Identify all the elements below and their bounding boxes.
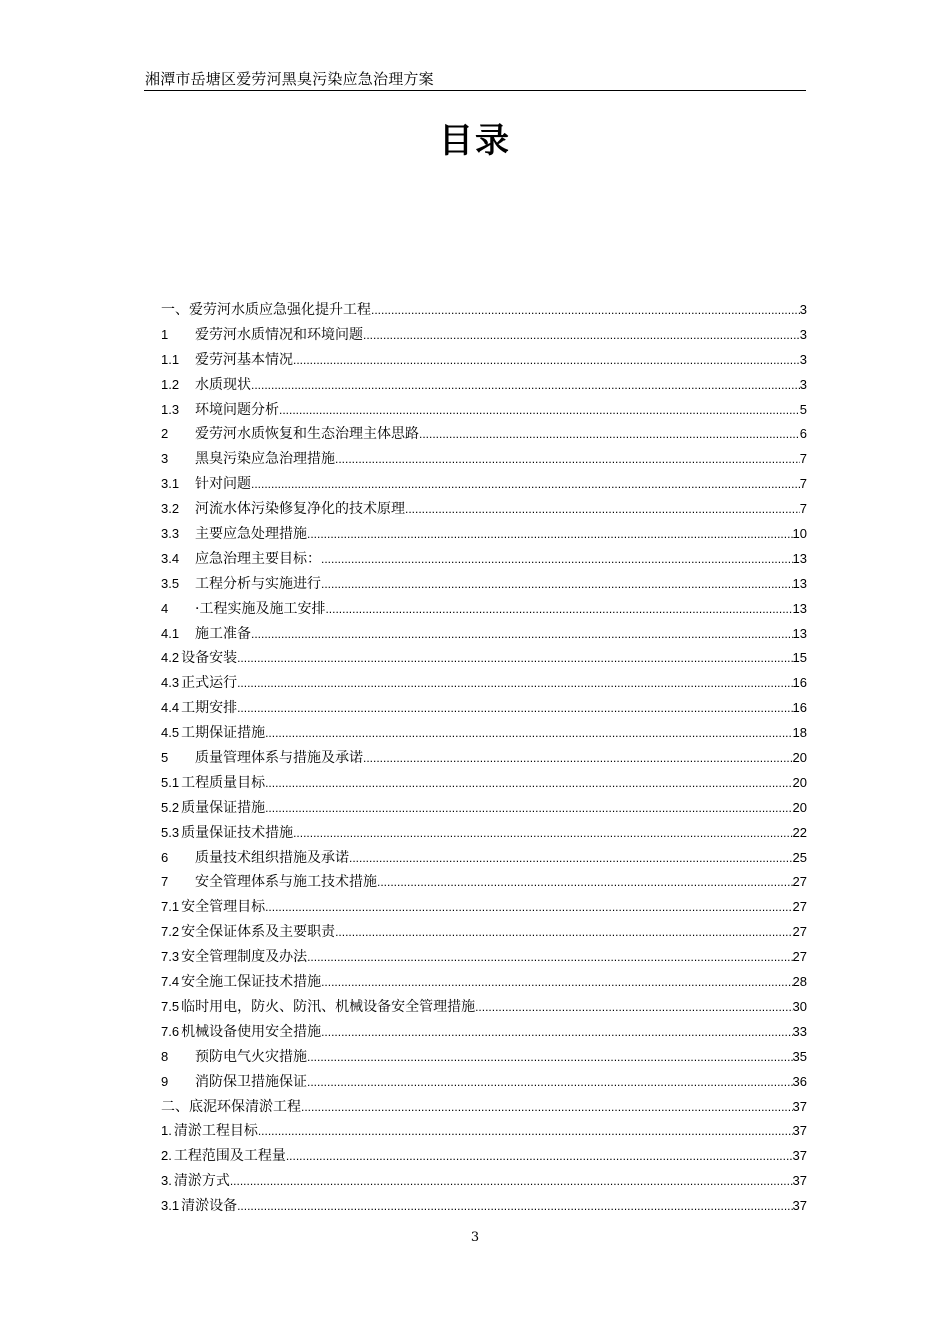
toc-entry-title: 清淤方式 xyxy=(173,1173,230,1190)
toc-entry-page: 7 xyxy=(799,451,807,467)
toc-entry[interactable] xyxy=(161,398,807,423)
toc-entry-page: 16 xyxy=(792,700,807,716)
dot-leader xyxy=(325,597,792,622)
dot-leader xyxy=(293,821,792,846)
toc-entry-page: 20 xyxy=(792,799,807,815)
toc-entry-title: 清淤工程目标 xyxy=(173,1123,258,1140)
toc-entry-number: 4 xyxy=(161,600,169,616)
page-header xyxy=(144,70,806,91)
toc-entry-number: 2 xyxy=(161,426,169,442)
dot-leader xyxy=(371,298,800,323)
toc-entry-title: 河流水体污染修复净化的技术原理 xyxy=(195,501,405,518)
toc-entry-title: 爱劳河基本情况 xyxy=(195,351,293,368)
toc-entry-page: 16 xyxy=(792,675,807,691)
toc-entry-page: 3 xyxy=(799,302,807,317)
dot-leader xyxy=(265,796,792,821)
dot-leader xyxy=(419,422,800,447)
toc-entry-page: 5 xyxy=(799,401,807,417)
toc-entry[interactable] xyxy=(161,846,807,871)
toc-entry-title: 正式运行 xyxy=(181,675,238,692)
toc-entry-page: 15 xyxy=(792,650,807,666)
toc-entry-page: 13 xyxy=(792,600,807,616)
toc-entry-title: 安全施工保证技术措施 xyxy=(181,974,322,991)
toc-entry-page: 3 xyxy=(799,326,807,342)
toc-entry-number: 4.5 xyxy=(161,725,180,741)
toc-entry-page: 7 xyxy=(799,476,807,492)
toc-entry-page: 27 xyxy=(792,924,807,940)
toc-entry-number: 2. xyxy=(161,1148,172,1164)
toc-entry-title: 爱劳河水质恢复和生态治理主体思路 xyxy=(195,426,419,443)
toc-entry-page: 35 xyxy=(792,1048,807,1064)
toc-entry-number: 3.1 xyxy=(161,476,180,492)
toc-entry-page: 13 xyxy=(792,575,807,591)
toc-entry[interactable] xyxy=(161,373,807,398)
dot-leader xyxy=(349,846,793,871)
toc-entry[interactable] xyxy=(161,597,807,622)
toc-entry-number: 7.1 xyxy=(161,899,180,915)
toc-entry-number: 5.1 xyxy=(161,774,180,790)
toc-entry-number: 5.2 xyxy=(161,799,180,815)
toc-entry[interactable] xyxy=(161,447,807,472)
toc-entry[interactable] xyxy=(161,1095,807,1120)
toc-entry-title: 清淤设备 xyxy=(181,1198,238,1215)
toc-entry-title: 工期安排 xyxy=(181,700,238,717)
toc-entry[interactable] xyxy=(161,721,807,746)
dot-leader xyxy=(405,497,800,522)
toc-entry[interactable] xyxy=(161,671,807,696)
dot-leader xyxy=(279,398,800,423)
toc-entry-title: 工程范围及工程量 xyxy=(173,1148,286,1165)
toc-title: 目录 xyxy=(439,121,511,161)
toc-entry-page: 37 xyxy=(792,1173,807,1189)
toc-entry[interactable] xyxy=(161,547,807,572)
toc-entry-number: 7.2 xyxy=(161,924,180,940)
toc-entry[interactable] xyxy=(161,821,807,846)
toc-entry-number: 4.3 xyxy=(161,675,180,691)
toc-entry-page: 20 xyxy=(792,750,807,766)
toc-entry-number: 1.1 xyxy=(161,351,180,367)
toc-entry-page: 27 xyxy=(792,899,807,915)
toc-entry[interactable] xyxy=(161,771,807,796)
toc-entry-page: 37 xyxy=(792,1098,807,1114)
dot-leader xyxy=(307,1070,793,1095)
toc-entry-title: ·工程实施及施工安排 xyxy=(195,600,326,617)
toc-entry-title: 质量技术组织措施及承诺 xyxy=(195,849,349,866)
toc-entry[interactable] xyxy=(161,870,807,895)
dot-leader xyxy=(335,447,800,472)
toc-entry[interactable] xyxy=(161,1119,807,1144)
toc-entry-number: 4.1 xyxy=(161,625,180,641)
dot-leader xyxy=(237,696,792,721)
dot-leader xyxy=(237,646,792,671)
toc-entry-title: 工程分析与实施进行 xyxy=(195,575,321,592)
dot-leader xyxy=(251,472,800,497)
toc-entry-title: 质量管理体系与措施及承诺 xyxy=(195,750,363,767)
toc-entry-title: 安全管理制度及办法 xyxy=(181,949,308,966)
toc-entry[interactable] xyxy=(161,422,807,447)
toc-entry-number: 3.4 xyxy=(161,550,180,566)
toc-entry[interactable] xyxy=(161,746,807,771)
dot-leader xyxy=(475,995,792,1020)
toc-entry-number: 6 xyxy=(161,849,169,865)
dot-leader xyxy=(265,895,792,920)
toc-entry-number: 3. xyxy=(161,1173,172,1189)
toc-entry-title: 设备安装 xyxy=(181,650,238,667)
toc-entry-page: 6 xyxy=(799,426,807,442)
toc-entry-title: 爱劳河水质情况和环境问题 xyxy=(195,326,363,343)
toc-entry-page: 3 xyxy=(799,351,807,367)
toc-entry-page: 22 xyxy=(792,824,807,840)
toc-entry-page: 13 xyxy=(792,625,807,641)
toc-entry[interactable] xyxy=(161,1169,807,1194)
toc-entry-number: 1. xyxy=(161,1123,172,1139)
toc-entry-title: 临时用电，防火、防汛、机械设备安全管理措施 xyxy=(181,998,476,1015)
dot-leader xyxy=(258,1119,793,1144)
toc-entry-number: 3 xyxy=(161,451,169,467)
toc-entry-title: 应急治理主要目标： xyxy=(195,550,321,567)
dot-leader xyxy=(377,870,793,895)
toc-entry-title: 施工准备 xyxy=(195,625,251,642)
toc-entry-page: 18 xyxy=(792,725,807,741)
toc-entry-page: 33 xyxy=(792,1023,807,1039)
toc-entry-number: 4.2 xyxy=(161,650,180,666)
dot-leader xyxy=(307,522,793,547)
toc-entry-number: 7.6 xyxy=(161,1023,180,1039)
dot-leader xyxy=(293,348,800,373)
toc-entry[interactable] xyxy=(161,572,807,597)
toc-entry[interactable] xyxy=(161,497,807,522)
toc-entry-title: 安全管理体系与施工技术措施 xyxy=(195,874,377,891)
dot-leader xyxy=(335,920,792,945)
toc-entry-number: 9 xyxy=(161,1073,169,1089)
dot-leader xyxy=(265,771,792,796)
toc-entry-title: 水质现状 xyxy=(195,376,251,393)
toc-entry-page: 36 xyxy=(792,1073,807,1089)
toc-entry-title: 质量保证技术措施 xyxy=(181,824,294,841)
header-text: 湘潭市岳塘区爱劳河黑臭污染应急治理方案 xyxy=(145,70,434,88)
toc-entry-number: 4.4 xyxy=(161,700,180,716)
toc-entry-page: 7 xyxy=(799,501,807,517)
toc-entry-page: 3 xyxy=(799,376,807,392)
dot-leader xyxy=(321,572,793,597)
toc-entry-title: 环境问题分析 xyxy=(195,401,279,418)
dot-leader xyxy=(286,1144,793,1169)
toc-entry-title: 质量保证措施 xyxy=(181,799,266,816)
toc-entry-title: 一、爱劳河水质应急强化提升工程 xyxy=(161,302,371,318)
toc-entry-title: 黑臭污染应急治理措施 xyxy=(195,451,335,468)
toc-entry-page: 37 xyxy=(792,1123,807,1139)
toc-entry-title: 主要应急处理措施 xyxy=(195,526,307,543)
toc-entry-title: 安全保证体系及主要职责 xyxy=(181,924,336,941)
toc-entry[interactable] xyxy=(161,696,807,721)
toc-entry-page: 10 xyxy=(792,526,807,542)
toc-entry-number: 1 xyxy=(161,326,169,342)
toc-entry[interactable] xyxy=(161,323,807,348)
toc-entry[interactable] xyxy=(161,1070,807,1095)
toc-entry[interactable] xyxy=(161,920,807,945)
toc-entry-number: 3.1 xyxy=(161,1198,180,1214)
toc-entry-number: 5.3 xyxy=(161,824,180,840)
dot-leader xyxy=(265,721,792,746)
toc-entry-number: 1.2 xyxy=(161,376,180,392)
toc-entry-title: 安全管理目标 xyxy=(181,899,266,916)
toc-entry-number: 5 xyxy=(161,750,169,766)
toc-entry[interactable] xyxy=(161,995,807,1020)
table-of-contents xyxy=(161,298,807,1219)
toc-entry-page: 27 xyxy=(792,949,807,965)
toc-entry-page: 25 xyxy=(792,849,807,865)
dot-leader xyxy=(363,746,793,771)
dot-leader xyxy=(251,622,793,647)
toc-entry-title: 工期保证措施 xyxy=(181,725,266,742)
toc-entry[interactable] xyxy=(161,1194,807,1219)
toc-entry[interactable] xyxy=(161,646,807,671)
toc-entry-page: 37 xyxy=(792,1148,807,1164)
toc-entry-number: 3.2 xyxy=(161,501,180,517)
toc-entry-number: 3.3 xyxy=(161,526,180,542)
toc-entry[interactable] xyxy=(161,522,807,547)
toc-entry[interactable] xyxy=(161,945,807,970)
toc-entry[interactable] xyxy=(161,472,807,497)
toc-entry-page: 13 xyxy=(792,550,807,566)
page-number: 3 xyxy=(470,1230,480,1245)
dot-leader xyxy=(230,1169,793,1194)
toc-entry[interactable] xyxy=(161,348,807,373)
toc-entry[interactable] xyxy=(161,298,807,323)
toc-entry-title: 预防电气火灾措施 xyxy=(195,1048,307,1065)
dot-leader xyxy=(301,1095,793,1120)
toc-entry-title: 针对问题 xyxy=(195,476,251,493)
toc-entry-page: 28 xyxy=(792,974,807,990)
toc-entry[interactable] xyxy=(161,1144,807,1169)
dot-leader xyxy=(237,1194,792,1219)
toc-entry-number: 7.3 xyxy=(161,949,180,965)
dot-leader xyxy=(307,945,792,970)
toc-entry-title: 工程质量目标 xyxy=(181,774,266,791)
toc-entry-page: 37 xyxy=(792,1198,807,1214)
toc-entry[interactable] xyxy=(161,970,807,995)
toc-entry[interactable] xyxy=(161,622,807,647)
dot-leader xyxy=(363,323,800,348)
toc-entry-title: 消防保卫措施保证 xyxy=(195,1073,307,1090)
toc-entry-page: 27 xyxy=(792,874,807,890)
toc-entry[interactable] xyxy=(161,796,807,821)
toc-entry-number: 7.5 xyxy=(161,998,180,1014)
dot-leader xyxy=(321,547,793,572)
toc-entry-number: 8 xyxy=(161,1048,169,1064)
dot-leader xyxy=(321,1020,792,1045)
dot-leader xyxy=(237,671,792,696)
toc-entry-title: 机械设备使用安全措施 xyxy=(181,1023,322,1040)
toc-entry-page: 20 xyxy=(792,774,807,790)
dot-leader xyxy=(321,970,792,995)
toc-entry-title: 二、底泥环保清淤工程 xyxy=(161,1098,301,1115)
toc-entry-number: 1.3 xyxy=(161,401,180,417)
toc-entry-number: 3.5 xyxy=(161,575,180,591)
dot-leader xyxy=(307,1045,793,1070)
toc-entry-page: 30 xyxy=(792,998,807,1014)
toc-entry[interactable] xyxy=(161,1020,807,1045)
toc-entry-number: 7.4 xyxy=(161,974,180,990)
toc-entry[interactable] xyxy=(161,1045,807,1070)
dot-leader xyxy=(251,373,800,398)
toc-entry-number: 7 xyxy=(161,874,169,890)
toc-entry[interactable] xyxy=(161,895,807,920)
